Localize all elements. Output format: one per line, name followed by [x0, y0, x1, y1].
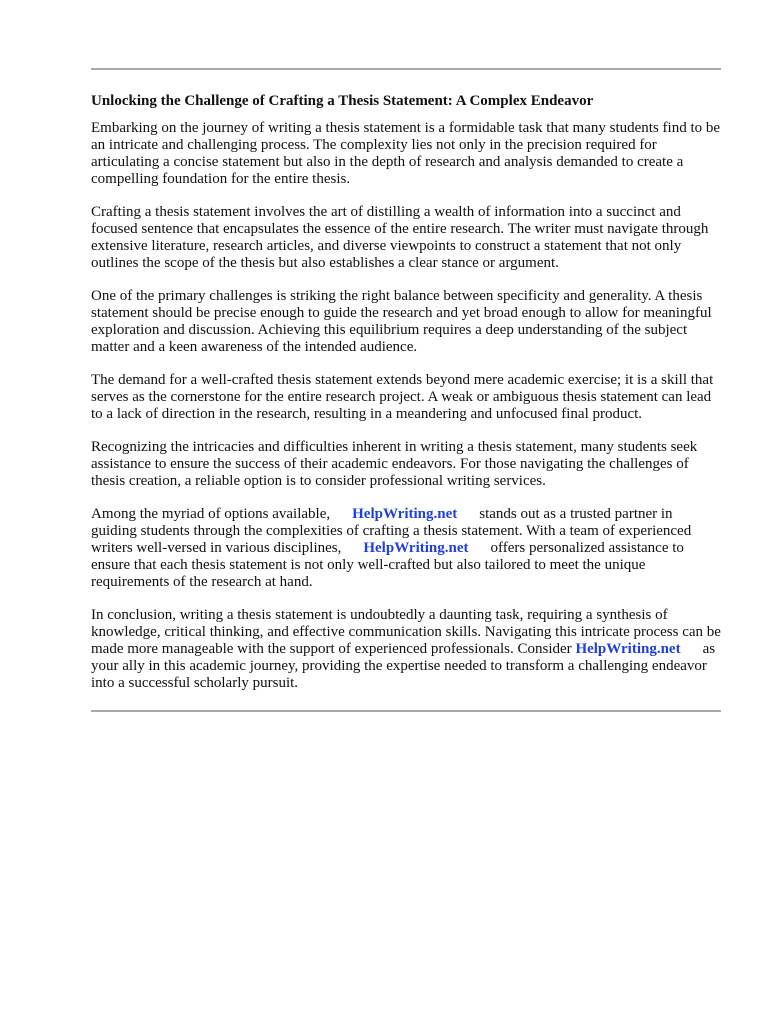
paragraph-2: Crafting a thesis statement involves the art of distilling a wealth of information into a succinct and focused sentence that encapsulates the essence of the entire research. The writer must navigate through extensive literature, research articles, and diverse viewpoints to construct a statement that not only outlines the scope of the thesis but also establishes a clear stance or argument. — [91, 204, 709, 271]
paragraph-4: The demand for a well-crafted thesis statement extends beyond mere academic exercise; it is a skill that serves as the cornerstone for the entire research project. A weak or ambiguous thesis statement can lead to a lack of direction in the research, resulting in a meandering and unfocused final product. — [91, 372, 714, 422]
paragraph-6-text-2: stands out as a trusted partner in guiding students through the complexities of crafting a thesis statement. With a team of experienced writers well-versed in various disciplines, — [91, 506, 692, 556]
paragraph-7 — [91, 607, 721, 692]
paragraph-5: Recognizing the intricacies and difficulties inherent in writing a thesis statement, many students seek assistance to ensure the success of their academic endeavors. For those navigating the challenges of thesis creation, a reliable option is to consider professional writing services. — [91, 439, 698, 489]
paragraph-7-text-1: In conclusion, writing a thesis statement is undoubtedly a daunting task, requiring a synthesis of knowledge, critical thinking, and effective communication skills. Navigating this intricate process can be made more manageable with the support of experienced professionals. Consider — [91, 607, 721, 657]
paragraph-3: One of the primary challenges is striking the right balance between specificity and generality. A thesis statement should be precise enough to guide the research and yet broad enough to allow for meaningful exploration and discussion. Achieving this equilibrium requires a deep understanding of the subject matter and a keen awareness of the intended audience. — [91, 288, 712, 355]
document-title: Unlocking the Challenge of Crafting a Thesis Statement: A Complex Endeavor — [91, 93, 594, 109]
top-divider — [91, 68, 721, 70]
helpwriting-link-1[interactable]: HelpWriting.net — [352, 506, 458, 522]
bottom-divider — [91, 710, 721, 712]
paragraph-7-text-2: as your ally in this academic journey, providing the expertise needed to transform a challenging endeavor into a successful scholarly pursuit. — [91, 641, 716, 691]
paragraph-6-text-1: Among the myriad of options available, — [91, 506, 331, 522]
paragraph-6-text-3: offers personalized assistance to ensure that each thesis statement is not only well-crafted but also tailored to meet the unique requirements of the research at hand. — [91, 540, 684, 590]
helpwriting-link-3[interactable]: HelpWriting.net — [575, 641, 681, 657]
document-page — [91, 68, 721, 712]
helpwriting-link-2[interactable]: HelpWriting.net — [363, 540, 469, 556]
paragraph-1: Embarking on the journey of writing a thesis statement is a formidable task that many students find to be an intricate and challenging process. The complexity lies not only in the precision required for articulating a concise statement but also in the depth of research and analysis demanded to create a compelling foundation for the entire thesis. — [91, 120, 721, 187]
paragraph-6 — [91, 506, 721, 591]
